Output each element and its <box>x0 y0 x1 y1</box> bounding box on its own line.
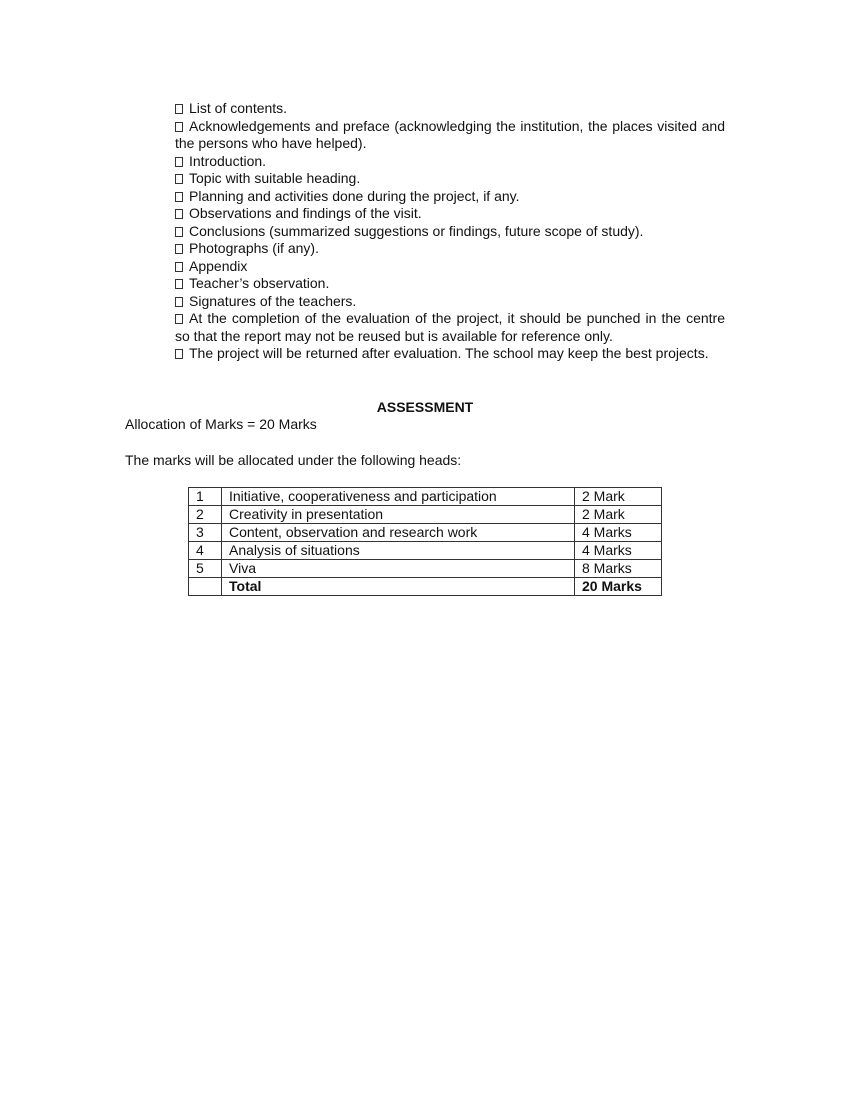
list-item-text: The project will be returned after evaluation. The school may keep the best projects. <box>189 345 709 361</box>
bullet-box-icon <box>175 262 183 272</box>
marks-table <box>188 487 662 596</box>
bullet-box-icon <box>175 244 183 254</box>
list-item <box>175 188 725 206</box>
table-row <box>189 488 662 506</box>
list-item <box>175 170 725 188</box>
list-item-text: At the completion of the evaluation of the project, it should be punched in the centre so that the report may not be reused but is available for reference only. <box>175 310 725 344</box>
row-number: 4 <box>189 542 222 560</box>
list-item-text: Appendix <box>189 257 248 274</box>
list-item <box>175 153 725 171</box>
bullet-box-icon <box>175 314 183 324</box>
bullet-box-icon <box>175 209 183 219</box>
row-head: Analysis of situations <box>222 542 575 560</box>
list-item <box>175 293 725 311</box>
bullet-box-icon <box>175 122 183 132</box>
table-row <box>189 524 662 542</box>
table-row <box>189 542 662 560</box>
bullet-box-icon <box>175 104 183 114</box>
row-number: 5 <box>189 560 222 578</box>
row-marks: 2 Mark <box>575 488 662 506</box>
row-marks: 4 Marks <box>575 524 662 542</box>
list-item-text: Topic with suitable heading. <box>189 170 361 186</box>
row-number: 1 <box>189 488 222 506</box>
list-item <box>175 240 725 258</box>
row-head: Creativity in presentation <box>222 506 575 524</box>
list-item <box>175 258 725 276</box>
row-head: Content, observation and research work <box>222 524 575 542</box>
marks-allocation: Allocation of Marks = 20 Marks <box>125 416 317 432</box>
assessment-heading: ASSESSMENT <box>376 399 474 415</box>
bullet-box-icon <box>175 157 183 167</box>
list-item-text: Introduction. <box>189 152 267 169</box>
row-number: 3 <box>189 524 222 542</box>
list-item <box>175 275 725 293</box>
bullet-box-icon <box>175 349 183 359</box>
row-head: Initiative, cooperativeness and participation <box>222 488 575 506</box>
list-item <box>175 118 725 153</box>
marks-intro: The marks will be allocated under the following heads: <box>125 452 462 468</box>
row-marks: 4 Marks <box>575 542 662 560</box>
total-row <box>189 578 662 596</box>
bullet-box-icon <box>175 227 183 237</box>
list-item-text: Planning and activities done during the project, if any. <box>189 187 520 204</box>
table-row <box>189 560 662 578</box>
list-item-text: List of contents. <box>189 100 288 116</box>
list-item <box>175 345 725 363</box>
requirements-list <box>175 100 725 363</box>
list-item-text: Observations and findings of the visit. <box>189 205 422 221</box>
table-row <box>189 506 662 524</box>
bullet-box-icon <box>175 279 183 289</box>
row-marks: 8 Marks <box>575 560 662 578</box>
list-item-text: Teacher’s observation. <box>189 275 330 291</box>
list-item <box>175 223 725 241</box>
bullet-box-icon <box>175 174 183 184</box>
list-item-text: Signatures of the teachers. <box>189 292 357 309</box>
total-marks: 20 Marks <box>575 578 662 596</box>
row-marks: 2 Mark <box>575 506 662 524</box>
list-item <box>175 100 725 118</box>
list-item-text: Conclusions (summarized suggestions or findings, future scope of study). <box>189 222 644 239</box>
total-label: Total <box>222 578 575 596</box>
list-item-text: Photographs (if any). <box>189 240 319 256</box>
row-head: Viva <box>222 560 575 578</box>
list-item-text: Acknowledgements and preface (acknowledging the institution, the places visited and the persons who have helped). <box>175 117 725 151</box>
list-item <box>175 205 725 223</box>
total-number <box>189 578 222 596</box>
bullet-box-icon <box>175 192 183 202</box>
bullet-box-icon <box>175 297 183 307</box>
list-item <box>175 310 725 345</box>
row-number: 2 <box>189 506 222 524</box>
